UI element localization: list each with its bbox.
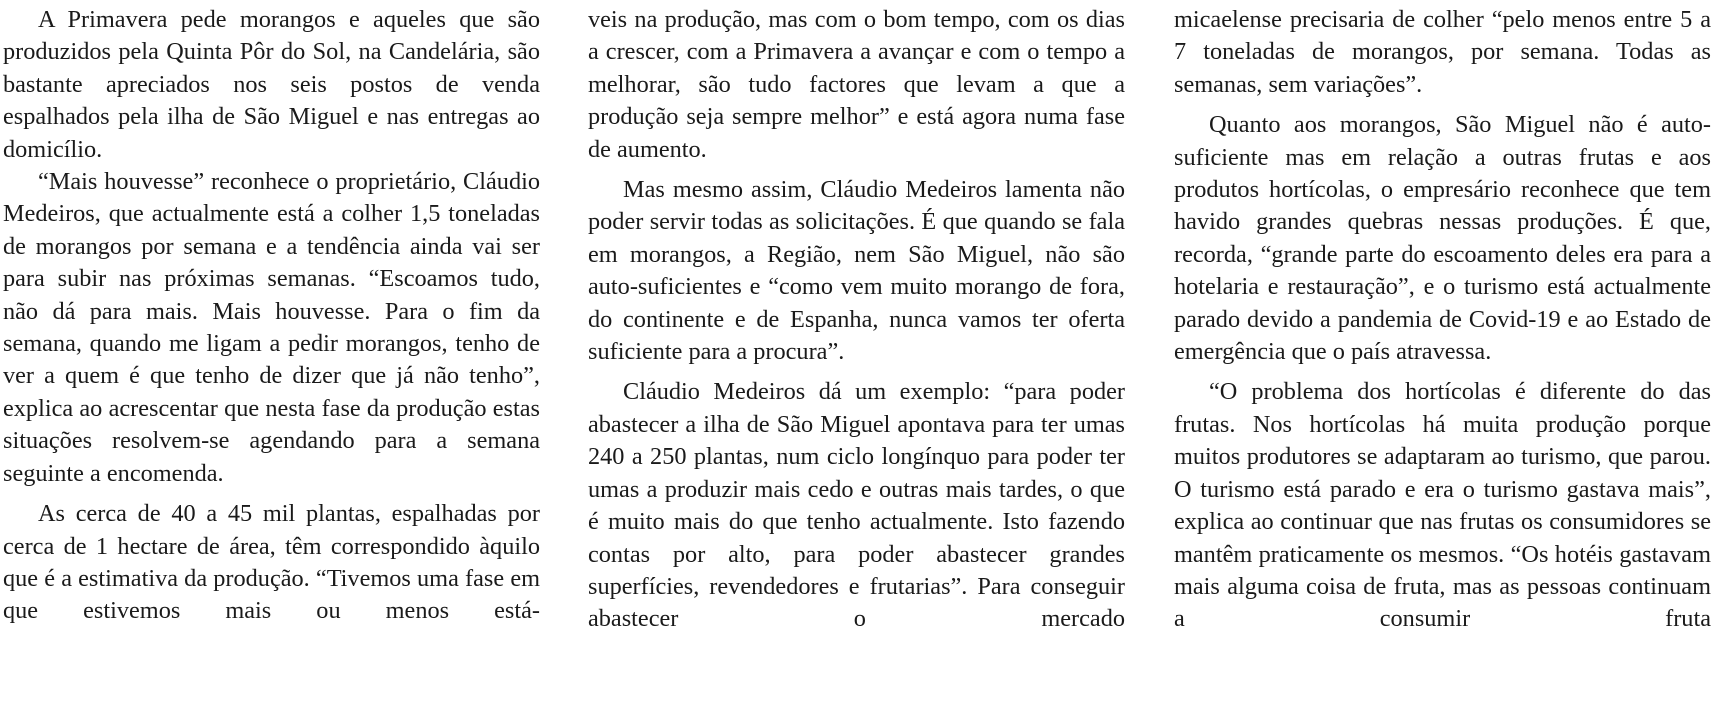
paragraph: A Primavera pede morangos e aqueles que são produzidos pela Quinta Pôr do Sol, na Candelária, são bastante apreciados nos seis postos de venda espalhados pela ilha de São Miguel e nas entregas ao domicílio.: [3, 6, 540, 163]
article-column-2: [588, 4, 1125, 636]
paragraph: veis na produção, mas com o bom tempo, com os dias a crescer, com a Primavera a avançar e com o tempo a melhorar, são tudo factores que levam a que a produção seja sempre melhor” e está agora numa fase de aumento.: [588, 6, 1125, 163]
article-column-3: [1174, 4, 1711, 636]
paragraph: Quanto aos morangos, São Miguel não é auto-suficiente mas em relação a outras frutas e aos produtos hortícolas, o empresário reconhece que tem havido grandes quebras nessas produções. É que, recorda, “grande parte do escoamento deles era para a hotelaria e restauração”, e o turismo está actualmente parado devido a pandemia de Covid-19 e ao Estado de emergência que o país atravessa.: [1174, 111, 1711, 366]
article-column-1: [3, 4, 540, 628]
paragraph: micaelense precisaria de colher “pelo menos entre 5 a 7 toneladas de morangos, por semana. Todas as semanas, sem variações”.: [1174, 6, 1711, 98]
paragraph: “O problema dos hortícolas é diferente do das frutas. Nos hortícolas há muita produção porque muitos produtores se adaptaram ao turismo, que parou. O turismo está parado e era o turismo gastava mais”, explica ao continuar que nas frutas os consumidores se mantêm praticamente os mesmos. “Os hotéis gastavam mais alguma coisa de fruta, mas as pessoas continuam a consumir fruta: [1174, 378, 1711, 633]
paragraph: Cláudio Medeiros dá um exemplo: “para poder abastecer a ilha de São Miguel apontava para ter umas 240 a 250 plantas, num ciclo longínquo para poder ter umas a produzir mais cedo e outras mais tardes, o que é muito mais do que tenho actualmente. Isto fazendo contas por alto, para poder abastecer grandes superfícies, revendedores e frutarias”. Para conseguir abastecer o mercado: [588, 378, 1125, 633]
paragraph: Mas mesmo assim, Cláudio Medeiros lamenta não poder servir todas as solicitações. É que quando se fala em morangos, a Região, nem São Miguel, não são auto-suficientes e “como vem muito morango de fora, do continente e de Espanha, nunca vamos ter oferta suficiente para a procura”.: [588, 176, 1125, 366]
paragraph: As cerca de 40 a 45 mil plantas, espalhadas por cerca de 1 hectare de área, têm correspondido àquilo que é a estimativa da produção. “Tivemos uma fase em que estivemos mais ou menos está-: [3, 500, 540, 625]
paragraph: “Mais houvesse” reconhece o proprietário, Cláudio Medeiros, que actualmente está a colher 1,5 toneladas de morangos por semana e a tendência ainda vai ser para subir nas próximas semanas. “Escoamos tudo, não dá para mais. Mais houvesse. Para o fim da semana, quando me ligam a pedir morangos, tenho de ver a quem é que tenho de dizer que já não tenho”, explica ao acrescentar que nesta fase da produção estas situações resolvem-se agendando para a semana seguinte a encomenda.: [3, 168, 540, 487]
